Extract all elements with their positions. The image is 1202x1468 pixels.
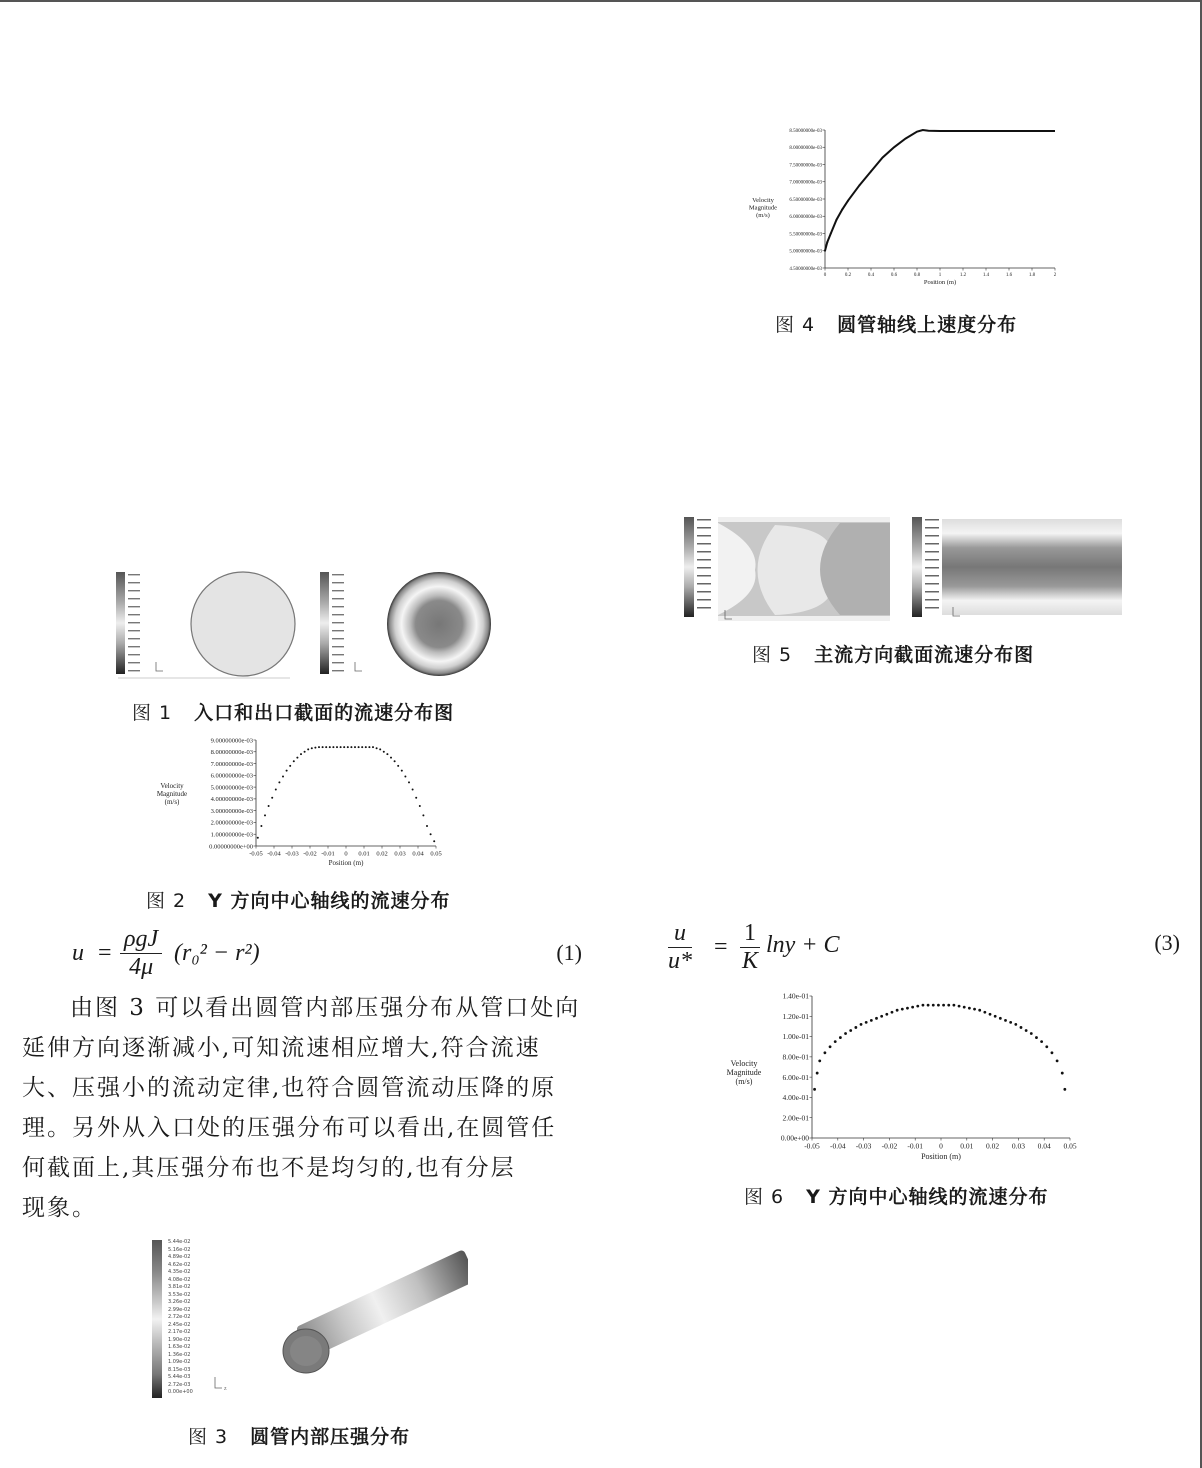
data-point [942,1004,945,1007]
y-axis-label: Velocity [752,197,774,204]
x-tick-label: 0.6 [890,273,898,278]
data-point [1004,1019,1007,1022]
figure-3-caption-text: 圆管内部压强分布 [250,1426,411,1448]
x-tick-label: 0.04 [412,850,424,858]
figure-3-legend-label: 3.26e-02 [168,1299,191,1305]
data-point [325,746,327,748]
y-tick-label: 8.00000000e-03 [210,749,253,757]
figure-3-pipe [148,1238,468,1402]
data-point [368,746,370,748]
equation-3-num2: 1 [740,920,760,948]
y-axis-label: Magnitude [156,790,188,798]
figure-3-legend-label: 2.99e-02 [168,1306,191,1313]
x-tick-label: 0.8 [913,273,921,278]
data-point [818,1060,821,1063]
figure-3-caption [188,1422,410,1449]
data-point [824,1051,827,1054]
x-tick-label: 0.05 [430,850,442,858]
data-point [885,1013,888,1016]
data-point [947,1004,950,1007]
y-tick-label: 5.00000000e-03 [210,784,253,792]
x-tick-label: 0.04 [1037,1141,1051,1151]
data-point [257,837,259,839]
y-tick-label: 6.00e-01 [782,1072,809,1082]
figure-2-caption [146,886,451,913]
data-point [408,781,410,783]
equation-3-number: (3) [1154,930,1180,955]
data-point [870,170,872,172]
y-tick-label: 1.00000000e-03 [210,831,253,839]
series-line [825,130,1055,251]
data-point [336,746,338,748]
data-point [875,1017,878,1020]
data-point [383,751,385,753]
figure-5-legend-left [684,517,694,617]
x-tick-label: 0.03 [394,850,406,858]
data-point [293,760,295,762]
data-point [1056,1060,1059,1063]
x-tick-label: 0.4 [867,273,875,278]
x-tick-label: 0.02 [986,1141,1000,1151]
data-point [891,1011,894,1014]
data-point [307,748,309,750]
y-axis-label: (m/s) [164,798,180,806]
data-point [404,776,406,778]
figure-3-legend-label: 5.44e-03 [168,1374,191,1380]
data-point [271,797,273,799]
y-axis-label: Velocity [730,1059,758,1068]
data-point [963,1006,966,1009]
equation-3-den2: K [741,948,758,974]
figure-3-legend-label: 0.00e+00 [168,1389,193,1395]
data-point [433,840,435,842]
data-point [386,753,388,755]
figure-2-caption-text: Y 方向中心轴线的流速分布 [208,890,451,912]
paragraph-line-6: 现象。 [22,1195,97,1221]
y-tick-label: 0.00000000e+00 [209,843,253,851]
data-point [415,797,417,799]
equation-1-number: (1) [556,940,582,965]
x-tick-label: 0.02 [376,850,388,858]
x-tick-label: -0.04 [267,850,281,858]
figure-3-legend-label: 4.89e-02 [168,1254,191,1260]
y-tick-label: 7.00000000e-03 [789,180,822,186]
data-point [430,833,432,835]
data-point [278,781,280,783]
figure-2-caption-num: 图 2 [146,890,187,912]
x-tick-label: -0.03 [285,850,299,858]
figure-1 [110,570,500,682]
y-axis-label: (m/s) [735,1077,753,1086]
data-point [282,776,284,778]
y-axis-label: (m/s) [756,212,770,219]
data-point [329,746,331,748]
data-point [922,1004,925,1007]
data-point [322,746,324,748]
data-point [865,1021,868,1024]
data-point [927,1004,930,1007]
data-point [390,757,392,759]
x-axis-label: Position (m) [328,859,364,867]
equation-1-lhs: u [72,940,84,966]
svg-text:z: z [224,1386,227,1392]
x-tick-label: 0.05 [1063,1141,1077,1151]
x-tick-label: 0 [823,273,827,278]
y-tick-label: 9.00000000e-03 [210,737,253,745]
data-point [1020,1026,1023,1029]
data-point [419,805,421,807]
data-point [1025,1029,1028,1032]
data-point [1063,1088,1066,1091]
data-point [361,746,363,748]
data-point [1035,1036,1038,1039]
y-tick-label: 6.00000000e-03 [210,772,253,780]
data-point [999,1017,1002,1020]
equation-3-rhs: lny + C [766,932,840,958]
data-point [394,760,396,762]
data-point [841,208,843,210]
figure-3-legend-label: 4.35e-02 [168,1269,191,1275]
page-border-top [0,0,1202,2]
x-tick-label: -0.05 [249,850,263,858]
x-tick-label: 1.8 [1028,273,1036,278]
paragraph-line-4: 理。另外从入口处的压强分布可以看出,在圆管任 [22,1115,557,1141]
paragraph-line-1: 由图 3 可以看出圆管内部压强分布从管口处向 [70,995,581,1021]
figure-3-legend-label: 2.72e-03 [168,1381,191,1388]
data-point [376,747,378,749]
data-point [870,1019,873,1022]
data-point [1030,1032,1033,1035]
y-tick-label: 7.00000000e-03 [210,760,253,768]
data-point [311,747,313,749]
y-tick-label: 6.50000000e-03 [789,197,822,203]
figure-3-legend-label: 1.90e-02 [168,1336,191,1343]
figure-5-legend-right [912,517,922,617]
data-point [397,765,399,767]
figure-2-chart [148,732,458,872]
data-point [379,748,381,750]
figure-3-legend-label: 3.53e-02 [168,1291,191,1298]
data-point [1061,1072,1064,1075]
figure-1-caption [132,698,454,725]
y-tick-label: 8.00e-01 [782,1052,809,1062]
x-tick-label: 1.2 [959,273,967,278]
y-tick-label: 6.00000000e-03 [789,215,822,220]
equation-1-numerator: ρgJ [120,926,162,954]
x-tick-label: -0.02 [881,1141,898,1151]
figure-6-chart [720,988,1090,1170]
figure-3-legend-label: 8.15e-03 [168,1366,191,1373]
figure-3-legend-label: 4.62e-02 [168,1261,191,1268]
figure-3-legend-label: 1.36e-02 [168,1351,191,1358]
y-tick-label: 0.00e+00 [780,1133,809,1143]
x-tick-label: 2 [1053,273,1057,278]
figure-2 [148,732,458,872]
data-point [268,805,270,807]
data-point [844,1032,847,1035]
data-point [911,1006,914,1009]
data-point [826,241,828,243]
data-point [983,1011,986,1014]
y-tick-label: 1.20e-01 [782,1011,809,1021]
figure-3-legend-label: 1.09e-02 [168,1359,191,1365]
y-tick-label: 5.00000000e-03 [789,249,822,255]
figure-3-legend-label: 4.08e-02 [168,1276,191,1283]
data-point [937,1004,940,1007]
figure-3-legend-label: 2.72e-02 [168,1314,191,1320]
data-point [813,1088,816,1091]
data-point [847,200,849,202]
data-point [412,788,414,790]
equation-1-denominator: 4μ [129,954,154,980]
figure-4-caption-text: 圆管轴线上速度分布 [837,314,1018,336]
y-axis-label: Magnitude [748,204,778,212]
data-point [350,746,352,748]
figure-3-legend-label: 2.17e-02 [168,1329,191,1335]
y-axis-label: Magnitude [726,1068,762,1077]
data-point [901,1008,904,1011]
data-point [422,814,424,816]
figure-5 [680,515,1125,625]
data-point [318,746,320,748]
data-point [958,1005,961,1008]
data-point [989,1013,992,1016]
data-point [275,788,277,790]
y-tick-label: 8.00000000e-03 [789,146,822,151]
data-point [1051,1051,1054,1054]
data-point [296,757,298,759]
y-tick-label: 4.00000000e-03 [210,796,253,804]
figure-3-legend-label: 2.45e-02 [168,1321,191,1328]
figure-1-contours [110,570,500,682]
figure-5-caption-text: 主流方向截面流速分布图 [814,644,1035,666]
data-point [426,825,428,827]
figure-3-legend-label: 5.16e-02 [168,1246,191,1253]
data-point [401,770,403,772]
y-tick-label: 7.50000000e-03 [789,163,822,169]
data-point [1045,1045,1048,1048]
data-point [830,233,832,235]
figure-3-legend-label: 5.44e-02 [168,1239,191,1245]
x-tick-label: -0.05 [804,1141,820,1151]
figure-4 [735,120,1075,300]
data-point [849,1029,852,1032]
x-axis-label: Position (m) [923,279,957,286]
x-tick-label: -0.01 [907,1141,924,1151]
x-tick-label: -0.04 [829,1141,846,1151]
data-point [839,1036,842,1039]
figure-3 [148,1238,468,1402]
figure-5-caption-num: 图 5 [752,644,793,666]
data-point [332,746,334,748]
data-point [968,1007,971,1010]
data-point [854,1026,857,1029]
x-tick-label: -0.03 [855,1141,872,1151]
paragraph-line-5: 何截面上,其压强分布也不是均匀的,也有分层 [22,1155,516,1181]
equation-3-num1: u [668,920,692,948]
data-point [347,746,349,748]
data-point [372,746,374,748]
y-tick-label: 4.50000000e-03 [789,266,822,272]
x-tick-label: 0.03 [1011,1141,1025,1151]
figure-5-caption [752,640,1034,667]
figure-1-caption-text: 入口和出口截面的流速分布图 [194,702,455,724]
y-tick-label: 2.00e-01 [782,1113,809,1123]
figure-6 [720,988,1090,1170]
data-point [1009,1021,1012,1024]
data-point [264,814,266,816]
body-paragraph [22,988,587,1228]
figure-6-caption-num: 图 6 [744,1186,785,1208]
y-tick-label: 5.50000000e-03 [789,232,822,238]
data-point [824,250,826,252]
figure-1-caption-num: 图 1 [132,702,173,724]
data-point [860,1023,863,1026]
data-point [978,1009,981,1012]
x-tick-label: -0.01 [321,850,335,858]
equation-3: $\frac{u}{u*}$ = $\frac{1}{K}$ lny + C (3) [668,920,1180,974]
paragraph-line-3: 大、压强小的流动定律,也符合圆管流动压降的原 [22,1075,557,1101]
data-point [304,751,306,753]
y-tick-label: 4.00e-01 [782,1093,809,1103]
data-point [834,1040,837,1043]
equation-3-den1: u* [668,948,692,974]
figure-4-chart [735,120,1075,300]
x-tick-label: 0.01 [358,850,370,858]
equation-1-rhs: (r₀² − r²) [174,940,260,966]
paragraph-line-2: 延伸方向逐渐减小,可知流速相应增大,符合流速 [22,1035,541,1061]
data-point [836,219,838,221]
data-point [896,1009,899,1012]
data-point [880,1015,883,1018]
y-tick-label: 8.50000000e-03 [789,128,822,134]
figure-3-caption-num: 图 3 [188,1426,229,1448]
y-tick-label: 3.00000000e-03 [210,807,253,815]
x-tick-label: 1.6 [1005,273,1013,278]
data-point [286,770,288,772]
data-point [300,753,302,755]
data-point [906,1007,909,1010]
y-tick-label: 1.40e-01 [782,991,809,1001]
figure-1-inlet-section [191,572,295,676]
data-point [859,184,861,186]
data-point [343,746,345,748]
figure-5-contours [680,515,1125,625]
data-point [365,746,367,748]
x-tick-label: -0.02 [303,850,317,858]
equation-1: u = ρgJ 4μ (r₀² − r²) (1) [72,926,582,980]
y-tick-label: 2.00000000e-03 [210,819,253,827]
x-tick-label: 1.4 [982,273,990,278]
data-point [354,746,356,748]
data-point [314,747,316,749]
x-tick-label: 0.2 [844,273,852,278]
data-point [932,1004,935,1007]
data-point [816,1072,819,1075]
data-point [973,1008,976,1011]
data-point [1014,1023,1017,1026]
data-point [358,746,360,748]
figure-4-caption-num: 图 4 [775,314,816,336]
x-tick-label: 0 [344,850,348,858]
figure-1-outlet-section [387,572,491,676]
figure-6-caption [744,1182,1049,1209]
data-point [916,1005,919,1008]
figure-3-legend-label: 3.81e-02 [168,1284,191,1290]
figure-3-legend-label: 1.63e-02 [168,1344,191,1350]
data-point [340,746,342,748]
data-point [953,1004,956,1007]
data-point [1040,1040,1043,1043]
data-point [994,1015,997,1018]
figure-6-caption-text: Y 方向中心轴线的流速分布 [806,1186,1049,1208]
data-point [289,765,291,767]
y-axis-label: Velocity [160,782,184,790]
data-point [260,825,262,827]
y-tick-label: 1.00e-01 [782,1032,809,1042]
x-tick-label: 0.01 [960,1141,974,1151]
x-tick-label: 1 [938,273,942,278]
figure-4-caption [775,310,1017,337]
data-point [829,1045,832,1048]
x-axis-label: Position (m) [921,1152,961,1161]
x-tick-label: 0 [939,1141,943,1151]
